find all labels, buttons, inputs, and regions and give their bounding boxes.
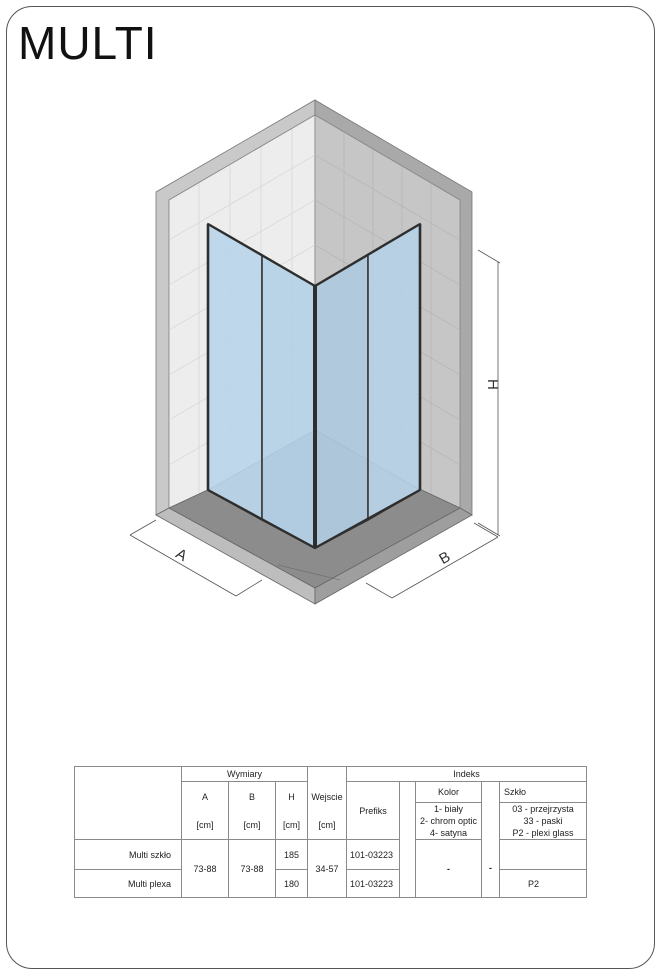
glass-panel-right-front	[315, 255, 368, 548]
row-name: Multi plexa	[75, 870, 182, 898]
kolor-options: 1- biały 2- chrom optic 4- satyna	[416, 803, 482, 840]
table-row	[75, 840, 587, 870]
unit-wejscie: [cm]	[308, 812, 347, 840]
product-title: MULTI	[18, 17, 158, 69]
spec-table	[74, 766, 587, 898]
cell-a: 73-88	[182, 840, 229, 898]
cell-dash: -	[482, 840, 500, 898]
col-b: B	[229, 782, 276, 812]
unit-h: [cm]	[276, 812, 308, 840]
row-name: Multi szkło	[75, 840, 182, 870]
col-kolor: Kolor	[416, 782, 482, 803]
glass-panel-left-front	[262, 255, 315, 548]
cell-h: 185	[276, 840, 308, 870]
col-wejscie: Wejscie	[308, 782, 347, 812]
cell-wejscie: 34-57	[308, 840, 347, 898]
header-indeks: Indeks	[347, 767, 587, 782]
cell-szklo	[500, 840, 587, 870]
dimension-h	[478, 250, 500, 536]
dimension-b-label: B	[436, 548, 454, 568]
glass-panel-left-back	[208, 224, 262, 520]
cell-prefiks: 101-03223	[347, 840, 400, 870]
cell-h: 180	[276, 870, 308, 898]
header-wymiary: Wymiary	[182, 767, 308, 782]
cell-szklo: P2	[500, 870, 587, 898]
dimension-a-label: A	[172, 545, 190, 565]
unit-a: [cm]	[182, 812, 229, 840]
col-a: A	[182, 782, 229, 812]
szklo-options: 03 - przejrzysta 33 - paski P2 - plexi glass	[500, 803, 587, 840]
cell-kolor: -	[416, 840, 482, 898]
cell-prefiks: 101-03223	[347, 870, 400, 898]
cell-b: 73-88	[229, 840, 276, 898]
col-prefiks: Prefiks	[347, 782, 400, 840]
col-h: H	[276, 782, 308, 812]
dimension-h-label: H	[484, 379, 501, 390]
unit-b: [cm]	[229, 812, 276, 840]
glass-panel-right-back	[368, 224, 420, 520]
col-szklo: Szkło	[500, 782, 587, 803]
